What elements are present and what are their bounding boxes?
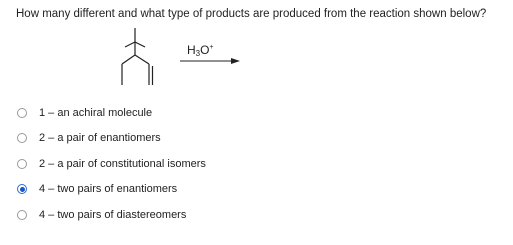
question-text: How many different and what type of products are produced from the reaction shown below? (16, 8, 487, 20)
answer-option[interactable] (17, 177, 206, 203)
radio-button[interactable] (17, 108, 27, 118)
reagent-label: $H_3O^+$ (187, 43, 214, 58)
reaction-scheme (110, 28, 250, 86)
answer-option[interactable] (17, 202, 206, 228)
answer-option[interactable] (17, 126, 206, 152)
answer-option[interactable] (17, 151, 206, 177)
option-label: 4 – two pairs of diastereomers (39, 208, 187, 221)
option-label: 4 – two pairs of enantiomers (39, 183, 178, 196)
reactant-structure (122, 28, 153, 85)
option-label: 2 – a pair of constitutional isomers (39, 157, 206, 170)
answer-options (17, 100, 206, 228)
option-label: 2 – a pair of enantiomers (39, 132, 161, 145)
reaction-arrow (180, 58, 240, 64)
radio-button[interactable] (17, 184, 27, 194)
answer-option[interactable] (17, 100, 206, 126)
radio-button[interactable] (17, 133, 27, 143)
option-label: 1 – an achiral molecule (39, 106, 153, 119)
radio-button[interactable] (17, 210, 27, 220)
radio-button[interactable] (17, 159, 27, 169)
